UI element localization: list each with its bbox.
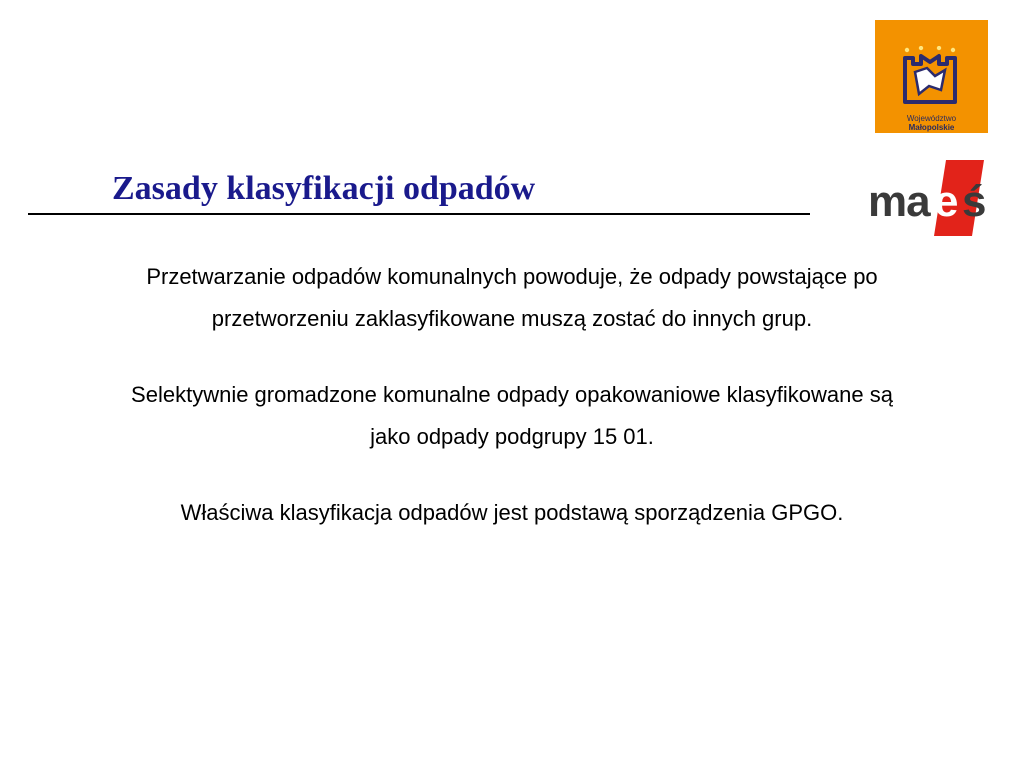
paragraph-packaging: Selektywnie gromadzone komunalne odpady opakowaniowe klasyfikowane są jako odpady podgrupy 15 01. [131, 382, 893, 449]
malopolska-logo-line2: Małopolskie [908, 123, 955, 132]
svg-text:e: e [934, 177, 959, 226]
malopolska-emblem-icon [899, 46, 961, 108]
title-underline [28, 213, 810, 215]
slide-title: Zasady klasyfikacji odpadów [112, 170, 536, 207]
svg-text:ma: ma [868, 177, 930, 226]
malopolska-logo-line1: Województwo [906, 114, 957, 123]
paragraph-processing: Przetwarzanie odpadów komunalnych powoduje, że odpady powstające po przetworzeniu zaklasyfikowane muszą zostać do innych grup. [146, 264, 878, 331]
malopolska-logo [875, 20, 988, 133]
paragraph-gpgo: Właściwa klasyfikacja odpadów jest podstawą sporządzenia GPGO. [180, 500, 844, 525]
maes-logo-icon [860, 158, 1000, 238]
svg-text:ś: ś [962, 177, 987, 226]
slide-body [40, 256, 984, 534]
